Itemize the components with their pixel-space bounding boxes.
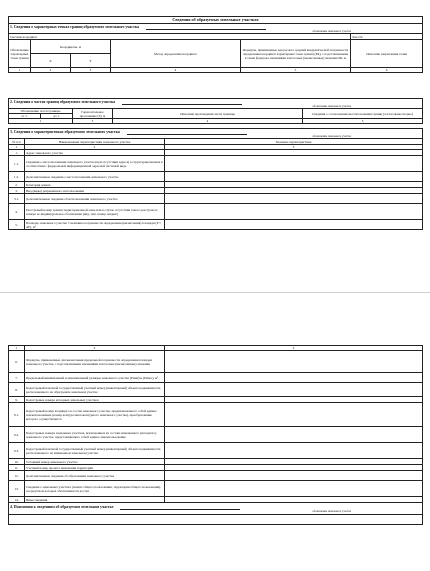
- col-number: 1: [9, 68, 31, 73]
- row-number: 14.: [9, 497, 25, 503]
- row-value[interactable]: [165, 373, 423, 383]
- section-4-heading-cell: [9, 503, 423, 515]
- parcel-designation-note-1: обозначение земельного участка: [312, 29, 352, 33]
- parcel-designation-line-3[interactable]: [127, 131, 247, 135]
- section-1-table: [8, 16, 423, 73]
- row-value[interactable]: [165, 427, 423, 443]
- section-3-heading-cell: [9, 129, 423, 139]
- row-name: Формулы, примененные для вычисления предельной погрешности определения площади земельного участка, с подставленными значениями и итоговые (вычисленные) значения: [25, 351, 165, 373]
- table-row: [9, 427, 423, 443]
- row-name: Дополнительные сведения об использовании земельного участка: [25, 194, 165, 204]
- col-number: 5: [303, 119, 423, 124]
- col-number: 1: [9, 119, 73, 124]
- row-name: Категория земель: [25, 182, 165, 188]
- section-1-heading: 1. Сведения о характерных точках границ образуемого земельного участка: [10, 24, 139, 29]
- row-number: 1.1.: [9, 156, 25, 172]
- row-value[interactable]: [165, 172, 423, 182]
- zone-label: Зона №: [352, 34, 363, 39]
- col-x-header: X: [31, 54, 71, 68]
- row-number: 4.: [9, 204, 25, 220]
- row-number: 2.: [9, 182, 25, 188]
- section-2-heading: 2. Сведения о частях границ образуемого земельного участка: [10, 99, 116, 104]
- col-number: 3: [73, 119, 113, 124]
- col-number: 2: [25, 346, 165, 351]
- table-row: [9, 156, 423, 172]
- parcel-designation-line-1[interactable]: [146, 26, 266, 30]
- col-from-header: от т.: [9, 114, 41, 119]
- table-row: [9, 172, 423, 182]
- row-value[interactable]: [165, 204, 423, 220]
- parcel-designation-line-2[interactable]: [122, 101, 242, 105]
- row-number: 9.: [9, 397, 25, 403]
- row-number: 8.: [9, 383, 25, 397]
- row-value[interactable]: [165, 443, 423, 459]
- row-value[interactable]: [165, 220, 423, 230]
- row-name: Кадастровый или иной государственный учетный номер (инвентарный) объекта недвижимости, расположенного на образуемом земельном участке: [25, 383, 165, 397]
- table-row: [9, 471, 423, 481]
- table-row: [9, 383, 423, 397]
- col-length-header: Горизонтальное проложение (S), м: [73, 109, 113, 119]
- row-value[interactable]: [165, 383, 423, 397]
- section-3-table: [8, 128, 423, 230]
- row-name: Иные сведения: [25, 497, 165, 503]
- row-number: 9.1.: [9, 403, 25, 427]
- row-name: Дополнительные сведения об образовании земельного участка: [25, 471, 165, 481]
- row-number: 7.: [9, 373, 25, 383]
- row-number: 1.2.: [9, 172, 25, 182]
- coord-system-label: Система координат: [10, 34, 38, 39]
- col-name-header: Наименование характеристики земельного участка: [25, 139, 165, 145]
- section-3-continued-table: [8, 345, 423, 525]
- row-name: Сведения о земельных участках (землях общего пользования, территории общего пользования), посредством которых обеспечивается доступ: [25, 481, 165, 497]
- section-2-table: [8, 98, 423, 124]
- row-name: Реестровый номер границ территориальной зоны или в случае отсутствия такого реестрового номера ее индивидуальное обозначение (вид, тип, номер, индекс): [25, 204, 165, 220]
- table-row: [9, 351, 423, 373]
- row-value[interactable]: [165, 351, 423, 373]
- col-number: 3: [165, 346, 423, 351]
- col-number: 1: [9, 145, 25, 150]
- row-name: Предельный минимальный и максимальный размеры земельного участка (Pмин) и (Pмакс), м²: [25, 373, 165, 383]
- col-to-header: до т.: [41, 114, 73, 119]
- col-point-header: Обозначение характерных точек границ: [9, 40, 31, 68]
- row-number: 13.: [9, 481, 25, 497]
- section-1-heading-cell: [9, 24, 423, 34]
- row-number: 10.: [9, 459, 25, 465]
- row-value[interactable]: [165, 194, 423, 204]
- col-part-desc-header: Описание прохождения части границы: [113, 109, 303, 119]
- col-number: 6: [351, 68, 423, 73]
- row-number: 1.: [9, 150, 25, 156]
- col-formula-header: Формулы, примененные для расчета средней квадратической погрешности определения координат характерных точек границ (Mt), с подставленными в такие формулы значениями и итоговые (вычисленные) значения Mt, м: [241, 40, 351, 68]
- row-name: Дополнительные сведения о местоположении земельного участка: [25, 172, 165, 182]
- col-part-header: Обозначение части границы: [9, 109, 73, 114]
- parcel-designation-line-4[interactable]: [120, 506, 240, 510]
- section-4-heading: 4. Пояснения к сведениям об образуемом земельном участке: [10, 504, 114, 509]
- row-name: Вид (виды) разрешенного использования: [25, 188, 165, 194]
- col-coords-header: Координаты, м: [31, 40, 111, 54]
- col-method-header: Метод определения координат: [111, 40, 241, 68]
- parcel-designation-note-2: обозначение земельного участка: [312, 104, 352, 108]
- row-name: Кадастровый номер входящего в состав земельного участка, предназначенного собой единое землепользование (номер контура многоконтурного земельного участка), преобразование которого осуществляется: [25, 403, 165, 427]
- table-row: [9, 194, 423, 204]
- row-name: Учетный номер проекта межевания территории: [25, 465, 165, 471]
- col-y-header: Y: [71, 54, 111, 68]
- col-value-header: Значение характеристики: [165, 139, 423, 145]
- col-no-header: № п/п: [9, 139, 25, 145]
- row-number: 5.: [9, 220, 25, 230]
- row-number: 9.3.: [9, 443, 25, 459]
- col-number: 2: [25, 145, 165, 150]
- col-desc-header: Описание закрепления точки: [351, 40, 423, 68]
- table-row: [9, 373, 423, 383]
- row-name: Адрес земельного участка: [25, 150, 165, 156]
- row-name: Кадастровый или иной государственный учетный номер (инвентарный) объекта недвижимости, расположенного на измененном земельном участке: [25, 443, 165, 459]
- document-page-2: [0, 292, 430, 571]
- col-number: 2: [31, 68, 71, 73]
- page-gap: [0, 272, 430, 292]
- row-value[interactable]: [165, 481, 423, 497]
- table-row: [9, 481, 423, 497]
- document-title: Сведения об образуемых земельных участках: [9, 17, 423, 24]
- col-number: 4: [113, 119, 303, 124]
- col-number: 3: [165, 145, 423, 150]
- row-name: Сведения о местоположении земельного участка (при отсутствии адреса) в структурированном в соответствии с федеральной информационной адресной системой виде: [25, 156, 165, 172]
- row-number: 3.: [9, 188, 25, 194]
- row-number: 11.: [9, 465, 25, 471]
- col-number: 4: [111, 68, 241, 73]
- table-row: [9, 204, 423, 220]
- col-number: 5: [241, 68, 351, 73]
- table-row: [9, 443, 423, 459]
- col-number: 1: [9, 346, 25, 351]
- row-number: 12.: [9, 471, 25, 481]
- section-4-body[interactable]: [9, 515, 423, 525]
- row-name: Условный номер земельного участка: [25, 459, 165, 465]
- section-2-heading-cell: [9, 99, 423, 109]
- col-number: 3: [71, 68, 111, 73]
- row-number: 6.: [9, 351, 25, 373]
- parcel-designation-note-3: обозначение земельного участка: [312, 134, 352, 138]
- table-row: [9, 403, 423, 427]
- section-3-heading: 3. Сведения о характеристиках образуемого земельного участка: [10, 129, 120, 134]
- row-value[interactable]: [165, 471, 423, 481]
- row-number: 3.1.: [9, 194, 25, 204]
- col-agreement-header: Сведения о согласовании местоположения границ (согласовано/спорно): [303, 109, 423, 119]
- row-number: 9.2.: [9, 427, 25, 443]
- row-name: Кадастровые номера земельных участков, исключенных из состава измененного (исходного) земельного участка, представляющего собой единое землепользование: [25, 427, 165, 443]
- row-value[interactable]: [165, 156, 423, 172]
- table-row: [9, 220, 423, 230]
- row-name: Площадь земельного участка ± величина погрешности определения (вычисления) площади (P ± ΔP), м²: [25, 220, 165, 230]
- row-name: Кадастровые номера исходных земельных участков: [25, 397, 165, 403]
- row-value[interactable]: [165, 403, 423, 427]
- document-page-1: [0, 0, 430, 272]
- parcel-designation-note-4: обозначение земельного участка: [312, 509, 351, 513]
